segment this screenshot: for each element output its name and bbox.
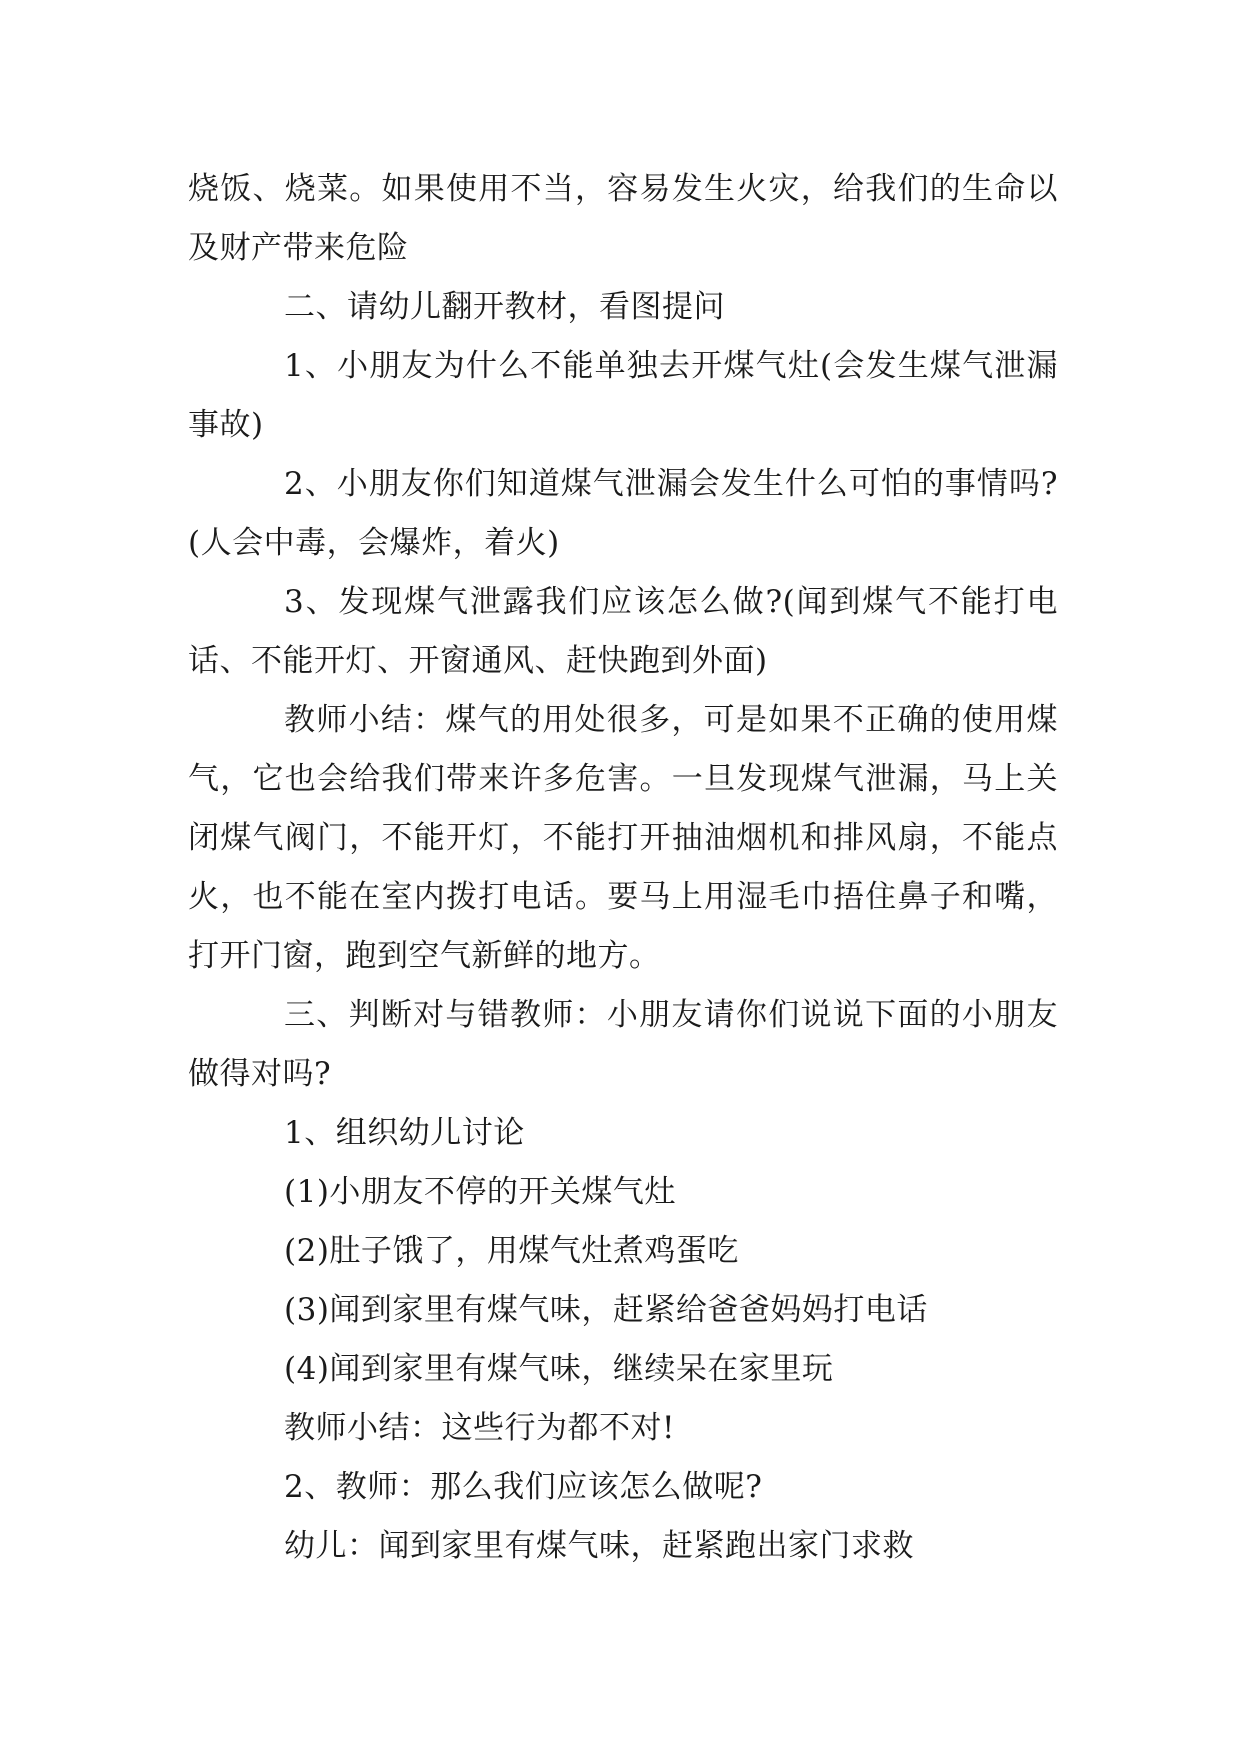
question-3: 3、发现煤气泄露我们应该怎么做?(闻到煤气不能打电话、不能开灯、开窗通风、赶快跑到外面) <box>188 584 1058 679</box>
list-item-1: (1)小朋友不停的开关煤气灶 <box>284 1174 676 1210</box>
document-body <box>188 160 1058 1576</box>
paragraph-continuation: 烧饭、烧菜。如果使用不当，容易发生火灾，给我们的生命以及财产带来危险 <box>188 171 1058 266</box>
section-heading-3: 三、判断对与错教师：小朋友请你们说说下面的小朋友做得对吗? <box>188 997 1058 1092</box>
list-item-4: (4)闻到家里有煤气味，继续呆在家里玩 <box>284 1351 834 1387</box>
teacher-summary-2: 教师小结：这些行为都不对! <box>284 1410 675 1446</box>
step-1: 1、组织幼儿讨论 <box>284 1115 525 1151</box>
child-answer: 幼儿：闻到家里有煤气味，赶紧跑出家门求救 <box>284 1528 914 1564</box>
step-2: 2、教师：那么我们应该怎么做呢? <box>284 1469 763 1505</box>
question-2: 2、小朋友你们知道煤气泄漏会发生什么可怕的事情吗?(人会中毒，会爆炸，着火) <box>188 466 1058 561</box>
question-1: 1、小朋友为什么不能单独去开煤气灶(会发生煤气泄漏事故) <box>188 348 1058 443</box>
teacher-summary-1: 教师小结：煤气的用处很多，可是如果不正确的使用煤气，它也会给我们带来许多危害。一旦发现煤气泄漏，马上关闭煤气阀门，不能开灯，不能打开抽油烟机和排风扇，不能点火，也不能在室内拨打电话。要马上用湿毛巾捂住鼻子和嘴，打开门窗，跑到空气新鲜的地方。 <box>188 702 1058 974</box>
list-item-3: (3)闻到家里有煤气味，赶紧给爸爸妈妈打电话 <box>284 1292 928 1328</box>
section-heading-2: 二、请幼儿翻开教材，看图提问 <box>284 289 725 325</box>
list-item-2: (2)肚子饿了，用煤气灶煮鸡蛋吃 <box>284 1233 739 1269</box>
